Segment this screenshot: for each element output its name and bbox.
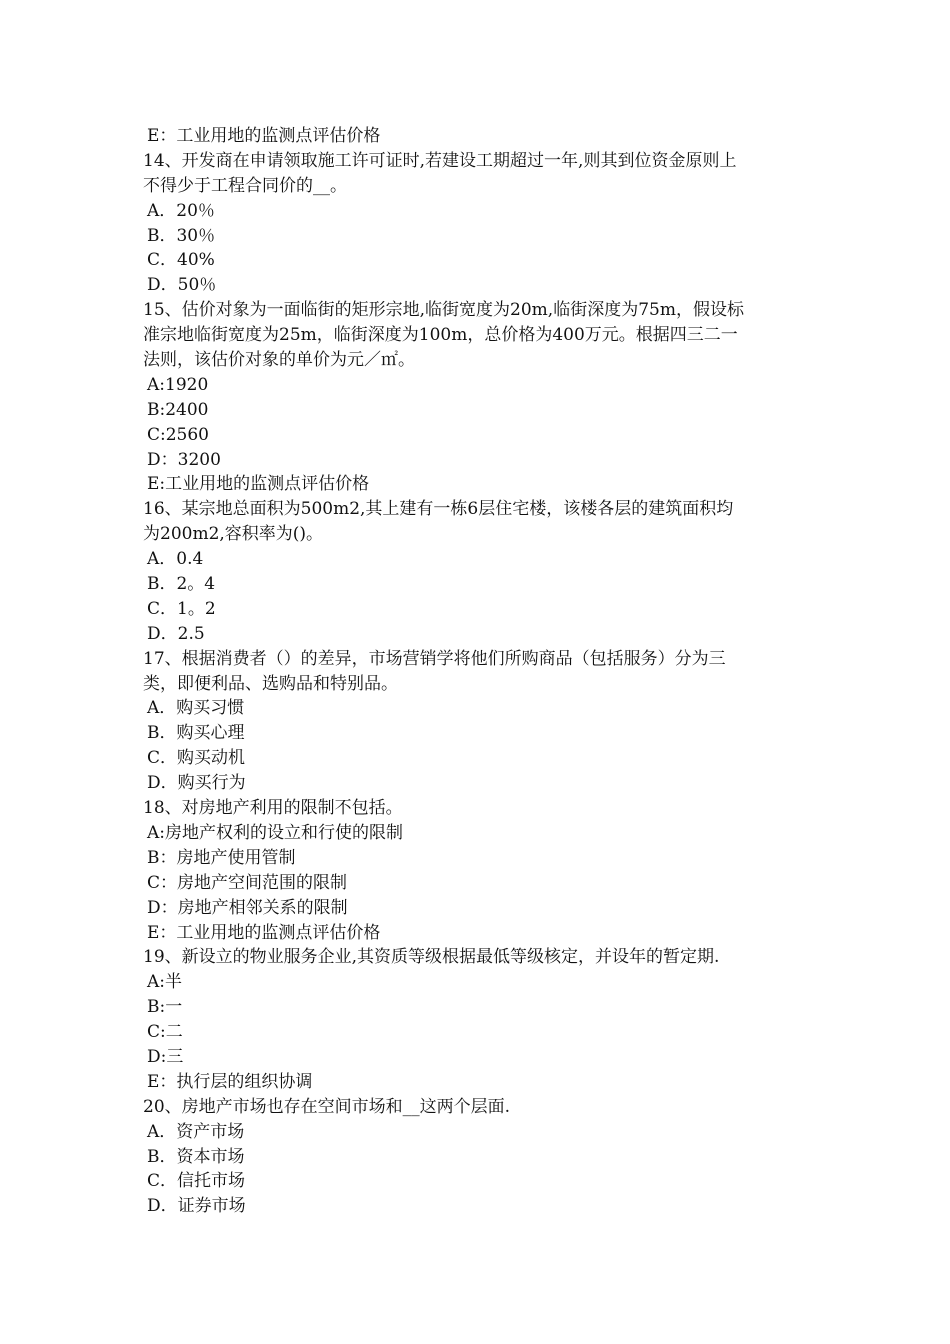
answer-option-line: E：工业用地的监测点评估价格 <box>147 922 381 943</box>
answer-option-line: C：房地产空间范围的限制 <box>147 872 348 893</box>
answer-option-line: B:2400 <box>147 399 209 420</box>
answer-option-line: B：房地产使用管制 <box>147 847 296 868</box>
answer-option-line: D．证券市场 <box>147 1196 246 1217</box>
answer-option-line: E：工业用地的监测点评估价格 <box>147 126 381 146</box>
question-text-line: 18、对房地产利用的限制不包括。 <box>143 798 403 819</box>
answer-option-line: A．购买习惯 <box>147 698 245 719</box>
answer-option-line: A．资产市场 <box>147 1121 245 1142</box>
answer-option-line: C．购买动机 <box>147 748 246 769</box>
question-text-line: 16、某宗地总面积为500m2,其上建有一栋6层住宅楼，该楼各层的建筑面积均 <box>143 499 734 520</box>
answer-option-line: D：房地产相邻关系的限制 <box>147 897 348 918</box>
question-text-line: 20、房地产市场也存在空间市场和__这两个层面. <box>143 1096 511 1117</box>
answer-option-line: C．1。2 <box>147 598 216 619</box>
answer-option-line: A．20％ <box>147 200 215 221</box>
answer-option-line: B．30％ <box>147 225 216 246</box>
answer-option-line: A:半 <box>147 972 183 993</box>
answer-option-line: C．信托市场 <box>147 1171 246 1192</box>
answer-option-line: A:1920 <box>147 374 209 395</box>
question-text-line: 类，即便利品、选购品和特别品。 <box>143 673 398 694</box>
question-text-line: 法则，该估价对象的单价为元／㎡。 <box>143 350 415 371</box>
question-text-line: 15、估价对象为一面临街的矩形宗地,临街宽度为20m,临街深度为75m，假设标 <box>143 300 744 321</box>
answer-option-line: B．2。4 <box>147 574 216 595</box>
question-text-line: 17、根据消费者（）的差异，市场营销学将他们所购商品（包括服务）分为三 <box>143 648 726 669</box>
question-text-line: 准宗地临街宽度为25m，临街深度为100m，总价格为400万元。根据四三二一 <box>143 325 738 346</box>
answer-option-line: D．2.5 <box>147 623 205 644</box>
question-text-line: 14、开发商在申请领取施工许可证时,若建设工期超过一年,则其到位资金原则上 <box>143 150 737 171</box>
answer-option-line: A:房地产权利的设立和行使的限制 <box>147 822 404 843</box>
question-text-line: 19、新设立的物业服务企业,其资质等级根据最低等级核定，并设年的暂定期. <box>143 947 720 968</box>
answer-option-line: D．50％ <box>147 275 217 296</box>
document-body <box>143 124 813 1219</box>
answer-option-line: E:工业用地的监测点评估价格 <box>147 474 370 495</box>
answer-option-line: A．0.4 <box>147 549 204 570</box>
answer-option-line: E：执行层的组织协调 <box>147 1071 313 1092</box>
answer-option-line: B．资本市场 <box>147 1146 245 1167</box>
question-text-line: 为200m2,容积率为()。 <box>143 524 324 545</box>
answer-option-line: D:三 <box>147 1046 184 1067</box>
answer-option-line: C:二 <box>147 1022 183 1043</box>
answer-option-line: C．40% <box>147 250 215 271</box>
answer-option-line: B:一 <box>147 997 183 1018</box>
answer-option-line: D：3200 <box>147 449 221 470</box>
answer-option-line: B．购买心理 <box>147 723 245 744</box>
answer-option-line: D．购买行为 <box>147 773 246 794</box>
answer-option-line: C:2560 <box>147 424 209 445</box>
question-text-line: 不得少于工程合同价的__。 <box>143 175 347 196</box>
